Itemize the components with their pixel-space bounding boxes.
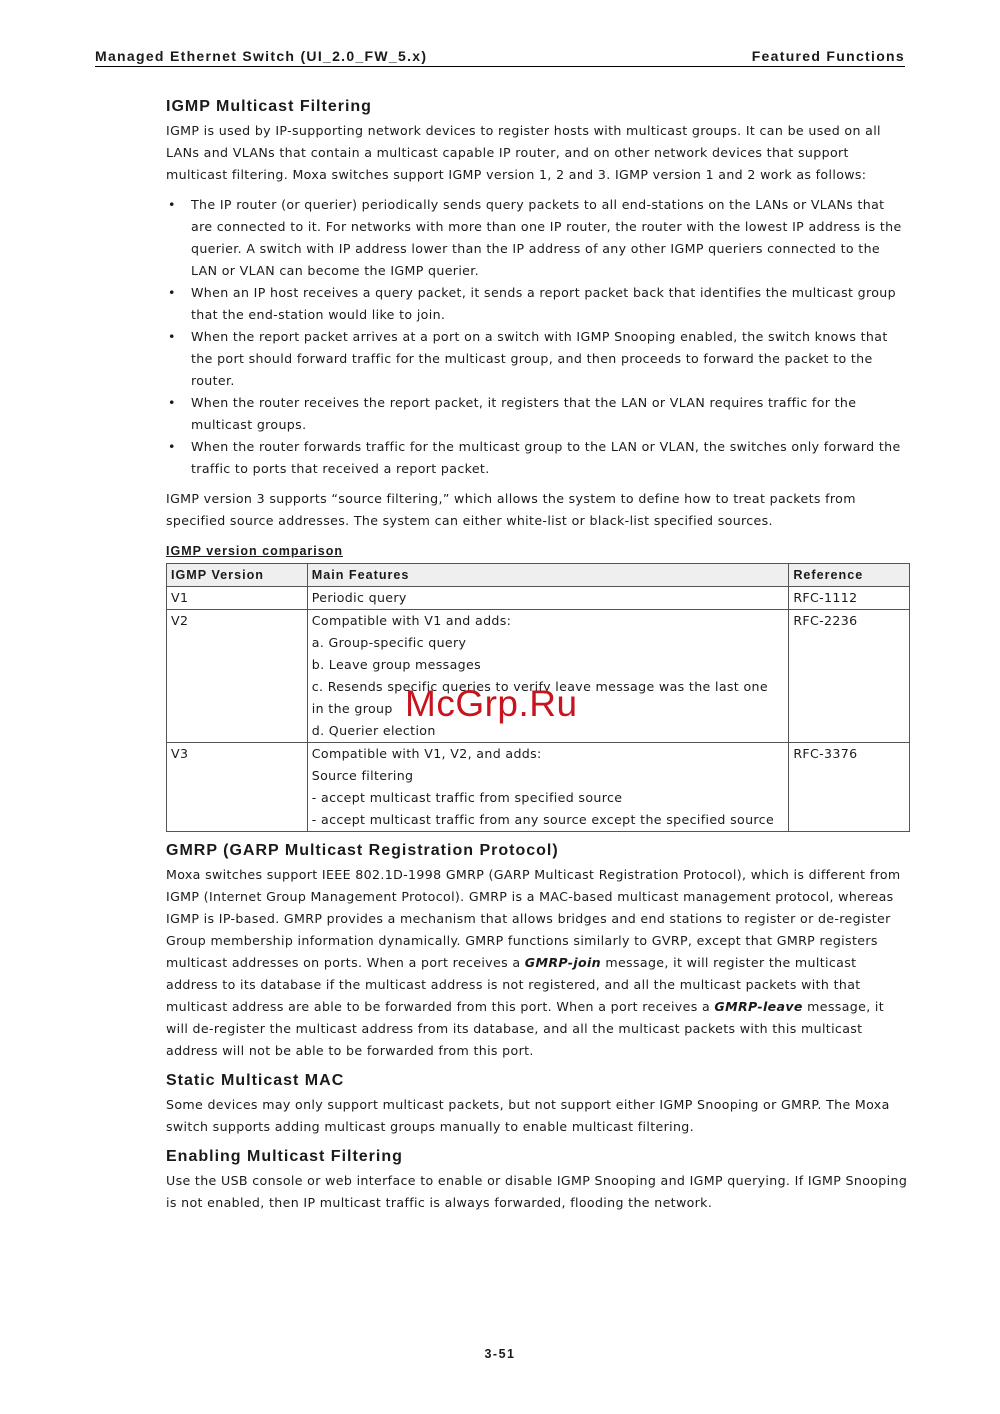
column-header: Reference: [789, 564, 910, 587]
igmp-bullet-list: [166, 194, 908, 480]
gmrp-paragraph: Moxa switches support IEEE 802.1D-1998 GMRP (GARP Multicast Registration Protocol), which is different from IGMP (Internet Group Management Protocol). GMRP is a MAC-based multicast management protocol, whereas IGMP is IP-based. GMRP provides a mechanism that allows bridges and end stations to register or de-register Group membership information dynamically. GMRP functions similarly to GVRP, except that GMRP registers multicast addresses on ports. When a port receives a GMRP-join message, it will register the multicast address to its database if the multicast address is not registered, and all the multicast packets with that multicast address are able to be forwarded from this port. When a port receives a GMRP-leave message, it will de-register the multicast address from its database, and all the multicast packets with this multicast address will not be able to be forwarded from this port.: [166, 867, 901, 1058]
watermark: McGrp.Ru: [405, 683, 578, 724]
page-header: [95, 48, 905, 67]
igmp-v3-paragraph: IGMP version 3 supports “source filtering,” which allows the system to define how to treat packets from specified source addresses. The system can either white-list or black-list specified sources.: [166, 491, 856, 528]
list-item: • When the router receives the report packet, it registers that the LAN or VLAN requires traffic for the multicast groups.: [168, 395, 857, 432]
table-row: [167, 587, 910, 610]
igmp-intro: IGMP is used by IP-supporting network devices to register hosts with multicast groups. It can be used on all LANs and VLANs that contain a multicast capable IP router, and on other network devices that support multicast filtering. Moxa switches support IGMP version 1, 2 and 3. IGMP version 1 and 2 work as follows:: [166, 123, 881, 182]
enabling-paragraph: Use the USB console or web interface to enable or disable IGMP Snooping and IGMP querying. If IGMP Snooping is not enabled, then IP multicast traffic is always forwarded, flooding the network.: [166, 1173, 908, 1210]
list-item: • When the router forwards traffic for the multicast group to the LAN or VLAN, the switches only forward the traffic to ports that received a report packet.: [168, 439, 901, 476]
page-number: 3-51: [484, 1347, 516, 1361]
header-section: Featured Functions: [751, 48, 905, 64]
enabling-heading: Enabling Multicast Filtering: [166, 1148, 403, 1165]
list-item: • When an IP host receives a query packet, it sends a report packet back that identifies the multicast group that the end-station would like to join.: [168, 285, 896, 322]
static-mac-section: [166, 1070, 908, 1138]
list-item: • The IP router (or querier) periodically sends query packets to all end-stations on the LANs or VLANs that are connected to it. For networks with more than one IP router, the router with the lowest IP address is the querier. A switch with IP address lower than the IP address of any other IGMP queriers connected to the LAN or VLAN can become the IGMP querier.: [168, 197, 902, 278]
reference-cell: RFC-1112: [789, 587, 910, 610]
gmrp-leave-term: GMRP-leave: [714, 999, 803, 1014]
static-mac-heading: Static Multicast MAC: [166, 1072, 345, 1089]
gmrp-join-term: GMRP-join: [524, 955, 601, 970]
igmp-heading: IGMP Multicast Filtering: [166, 98, 372, 115]
features-cell: Compatible with V1, V2, and adds: Source filtering - accept multicast traffic from specified source - accept multicast traffic from any source except the specified source: [307, 743, 789, 832]
table-row: [167, 610, 910, 743]
version-cell: V2: [167, 610, 308, 743]
list-item: • When the report packet arrives at a port on a switch with IGMP Snooping enabled, the switch knows that the port should forward traffic for the multicast group, and then proceeds to forward the packet to the router.: [168, 329, 888, 388]
gmrp-heading: GMRP (GARP Multicast Registration Protocol): [166, 842, 559, 859]
reference-cell: RFC-2236: [789, 610, 910, 743]
igmp-version-table: [166, 563, 910, 832]
page-content: [166, 96, 908, 1222]
enabling-section: [166, 1146, 908, 1214]
table-title: IGMP version comparison: [166, 544, 343, 558]
column-header: Main Features: [307, 564, 789, 587]
header-title: Managed Ethernet Switch (UI_2.0_FW_5.x): [95, 48, 428, 64]
table-header-row: [167, 564, 910, 587]
version-cell: V1: [167, 587, 308, 610]
reference-cell: RFC-3376: [789, 743, 910, 832]
version-cell: V3: [167, 743, 308, 832]
static-mac-paragraph: Some devices may only support multicast packets, but not support either IGMP Snooping or GMRP. The Moxa switch supports adding multicast groups manually to enable multicast filtering.: [166, 1097, 890, 1134]
features-cell: Compatible with V1 and adds: a. Group-specific query b. Leave group messages c. Resends specific queries to verify leave message was the last one in the group d. Querier election: [307, 610, 789, 743]
gmrp-section: [166, 840, 908, 1062]
table-row: [167, 743, 910, 832]
column-header: IGMP Version: [167, 564, 308, 587]
features-cell: Periodic query: [307, 587, 789, 610]
